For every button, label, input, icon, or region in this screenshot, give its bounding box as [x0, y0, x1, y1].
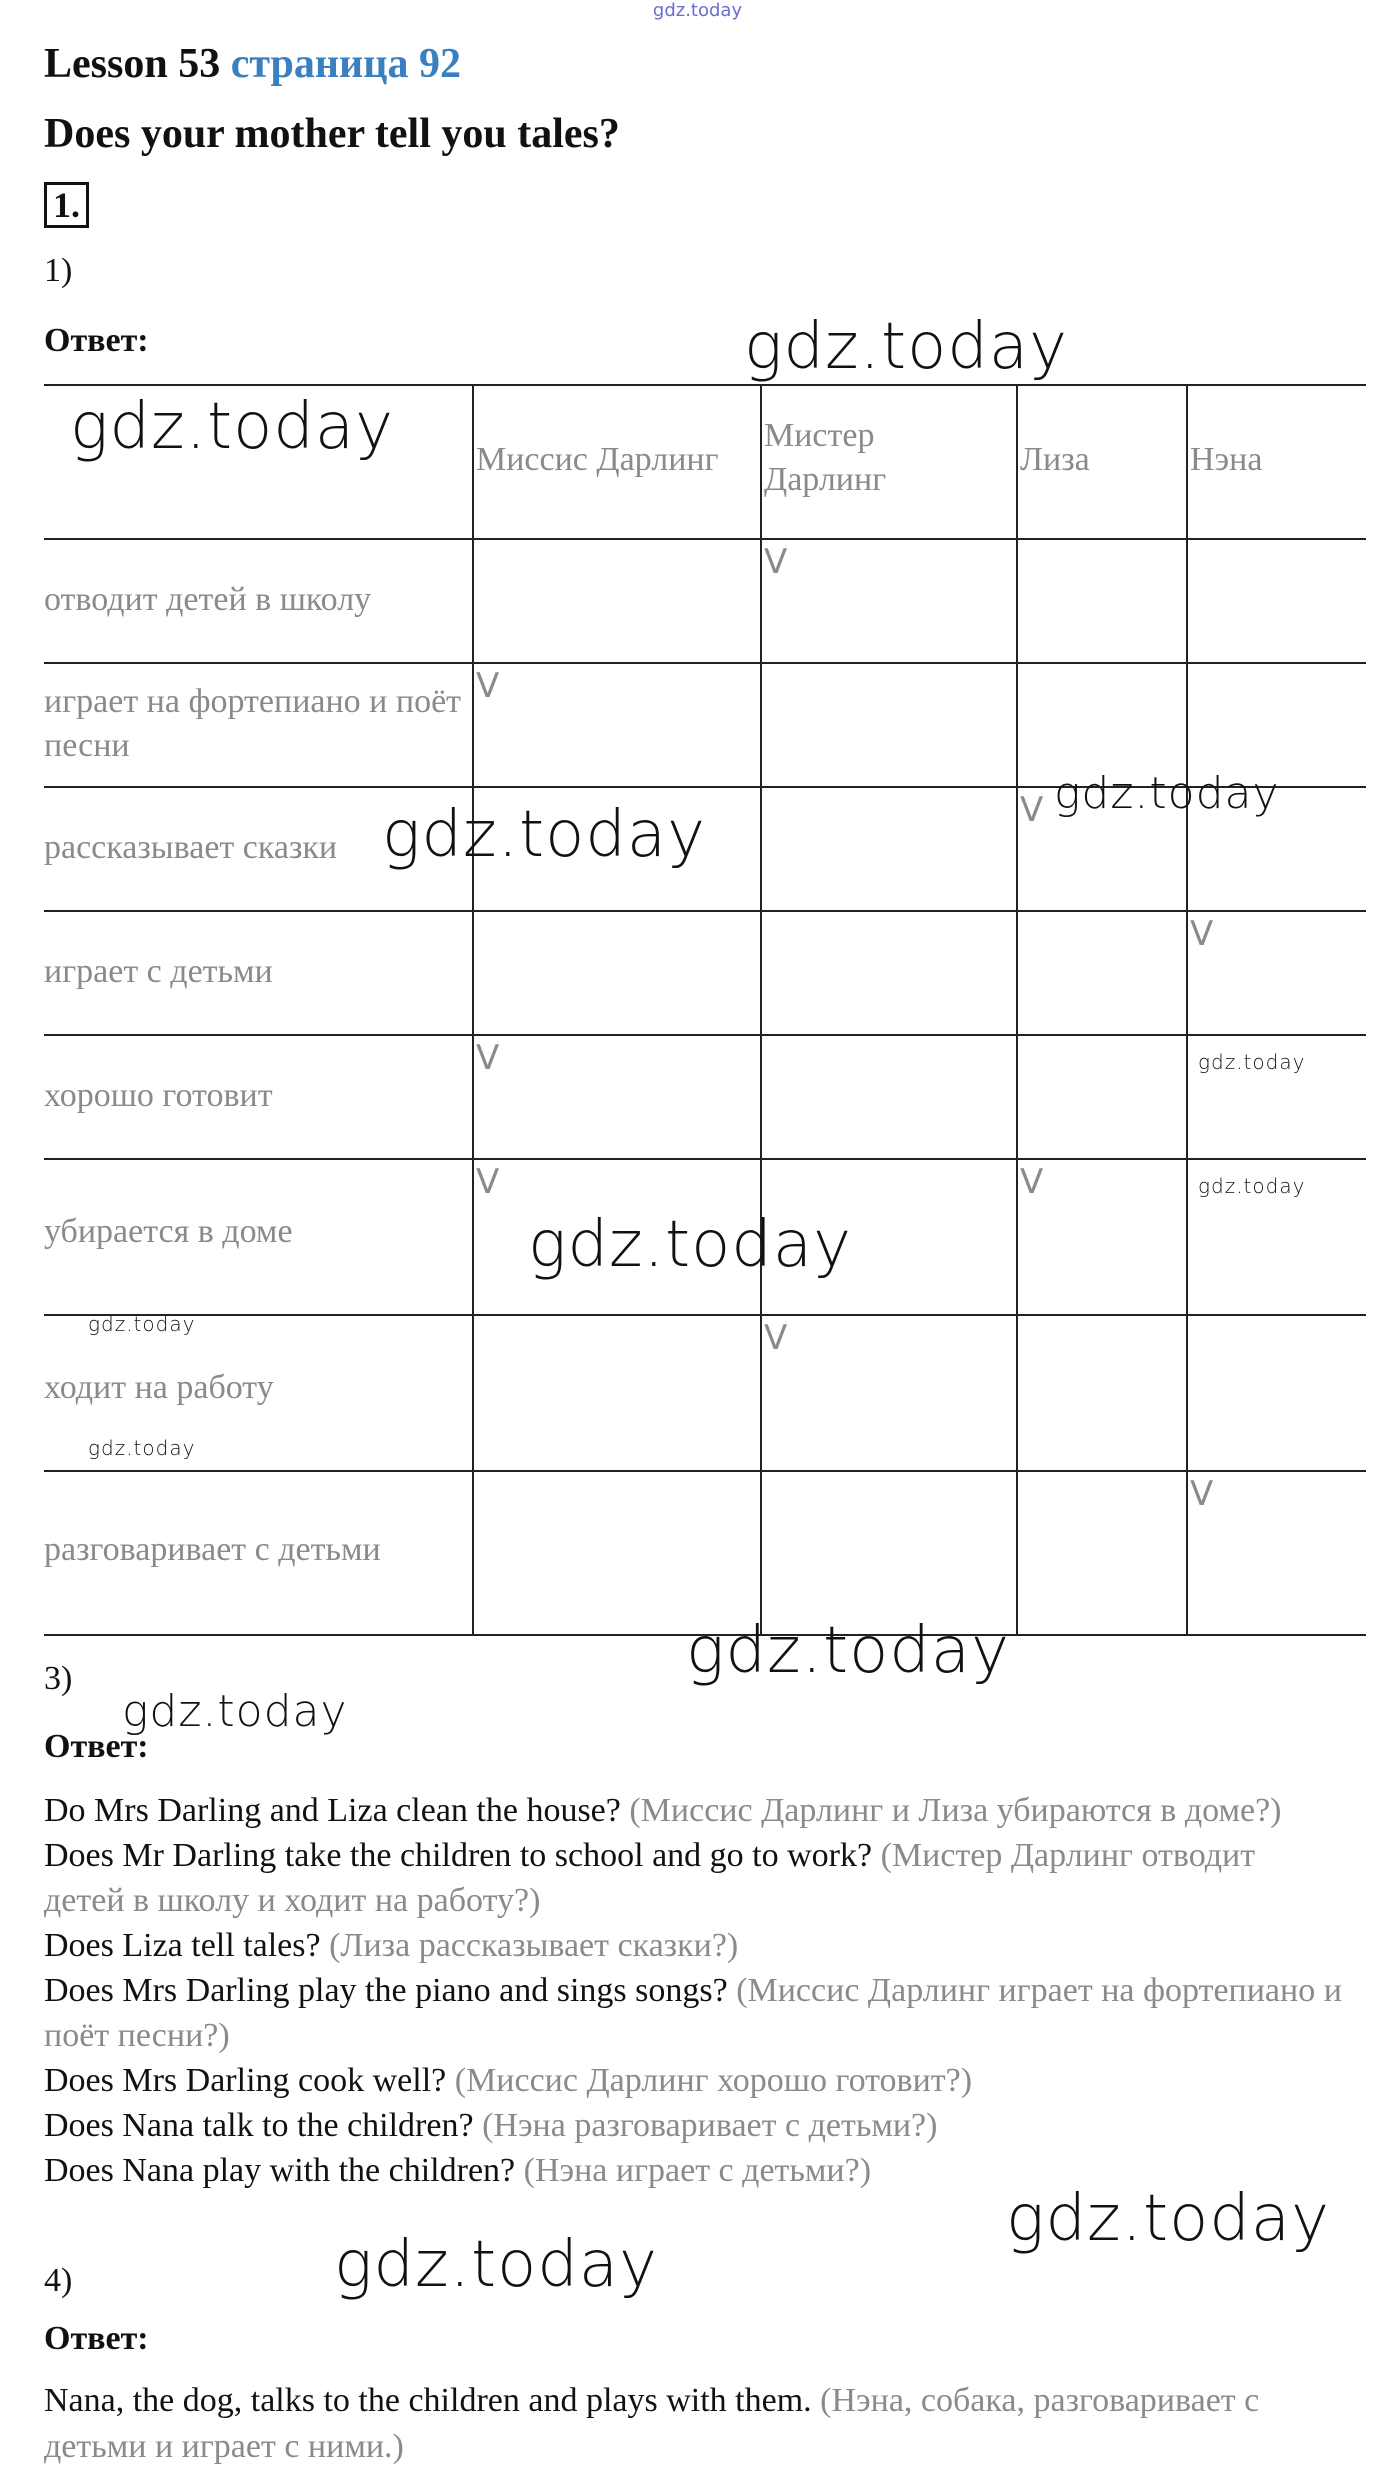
- row-label: убирается в доме: [44, 1213, 293, 1250]
- check-mark: V: [476, 1038, 500, 1078]
- header-nana: Нэна: [1190, 441, 1263, 478]
- row-label: играет с детьми: [44, 953, 273, 990]
- answer-ru: (Миссис Дарлинг играет на фортепиано и поёт песни?): [44, 1972, 1342, 2054]
- header-mr-darling: Мистер Дарлинг: [764, 417, 887, 498]
- answer-ru: (Мистер Дарлинг отводит детей в школу и ходит на работу?): [44, 1837, 1256, 1919]
- answer-label-1: Ответ:: [44, 322, 149, 359]
- answer-ru: (Миссис Дарлинг и Лиза убираются в доме?): [629, 1792, 1282, 1829]
- section-1-label: 1): [44, 252, 73, 289]
- watermark-logo: gdz.today: [528, 1208, 852, 1282]
- watermark-logo: gdz.today: [88, 1436, 196, 1460]
- answer-en: Does Mr Darling take the children to school and go to work?: [44, 1837, 873, 1874]
- watermark-logo: gdz.today: [1054, 768, 1280, 819]
- answer-en: Do Mrs Darling and Liza clean the house?: [44, 1792, 621, 1829]
- row-label: отводит детей в школу: [44, 581, 372, 618]
- watermark-logo: gdz.today: [686, 1614, 1010, 1688]
- check-mark: V: [764, 1318, 788, 1358]
- answer-en: Does Mrs Darling cook well?: [44, 2062, 447, 2099]
- answers-list: [44, 1788, 1344, 2193]
- answer-label-4: Ответ:: [44, 2320, 149, 2357]
- answer-item: [44, 2148, 1344, 2193]
- check-mark: V: [764, 542, 788, 582]
- header-mrs-darling: Миссис Дарлинг: [476, 441, 719, 478]
- exercise-number: [44, 182, 89, 228]
- watermark-logo: gdz.today: [70, 390, 394, 464]
- section-3-label: 3): [44, 1660, 73, 1697]
- watermark-logo: gdz.today: [1198, 1050, 1306, 1074]
- watermark-logo: gdz.today: [1198, 1174, 1306, 1198]
- answer-item: [44, 2058, 1344, 2103]
- header-liza: Лиза: [1020, 441, 1090, 478]
- check-mark: V: [476, 666, 500, 706]
- section-4-label: 4): [44, 2262, 73, 2299]
- answer-item: [44, 1788, 1344, 1833]
- lesson-label: Lesson 53: [44, 41, 221, 87]
- page-title: Does your mother tell you tales?: [44, 111, 620, 157]
- check-mark: V: [1020, 790, 1044, 830]
- check-mark: V: [476, 1162, 500, 1202]
- answer-ru: (Нэна, собака, разговаривает с детьми и играет с ними.): [44, 2382, 1260, 2465]
- watermark-logo: gdz.today: [334, 2228, 658, 2302]
- answer-item: [44, 1833, 1344, 1923]
- answer-item: [44, 1968, 1344, 2058]
- watermark-logo: gdz.today: [122, 1686, 348, 1737]
- answer-en: Does Nana talk to the children?: [44, 2107, 474, 2144]
- answer-table: [44, 384, 1366, 1636]
- row-label: разговаривает с детьми: [44, 1531, 381, 1568]
- check-mark: V: [1190, 1474, 1214, 1514]
- answer-en: Does Liza tell tales?: [44, 1927, 321, 1964]
- answer-4: [44, 2378, 1344, 2470]
- watermark-logo: gdz.today: [744, 310, 1068, 384]
- answer-ru: (Лиза рассказывает сказки?): [329, 1927, 739, 1964]
- answer-ru: (Нэна разговаривает с детьми?): [482, 2107, 938, 2144]
- answer-en: Does Nana play with the children?: [44, 2152, 516, 2189]
- row-label: играет на фортепиано и поёт песни: [44, 683, 462, 764]
- row-label: хорошо готовит: [44, 1077, 273, 1114]
- lesson-heading: [44, 40, 461, 88]
- row-label: ходит на работу: [44, 1369, 274, 1406]
- watermark-logo: gdz.today: [1006, 2182, 1330, 2256]
- watermark-top: gdz.today: [652, 0, 743, 21]
- watermark-logo: gdz.today: [88, 1312, 196, 1336]
- answer-ru: (Миссис Дарлинг хорошо готовит?): [454, 2062, 973, 2099]
- answer-en: Nana, the dog, talks to the children and plays with them.: [44, 2382, 812, 2419]
- page-reference: страница 92: [230, 41, 461, 87]
- answer-ru: (Нэна играет с детьми?): [523, 2152, 872, 2189]
- watermark-logo: gdz.today: [382, 798, 706, 872]
- answer-label-3: Ответ:: [44, 1728, 149, 1765]
- check-mark: V: [1020, 1162, 1044, 1202]
- answer-item: [44, 2103, 1344, 2148]
- row-label: рассказывает сказки: [44, 829, 338, 866]
- exercise-number-box: 1.: [44, 182, 89, 228]
- check-mark: V: [1190, 914, 1214, 954]
- answer-en: Does Mrs Darling play the piano and sings songs?: [44, 1972, 728, 2009]
- answer-item: [44, 1923, 1344, 1968]
